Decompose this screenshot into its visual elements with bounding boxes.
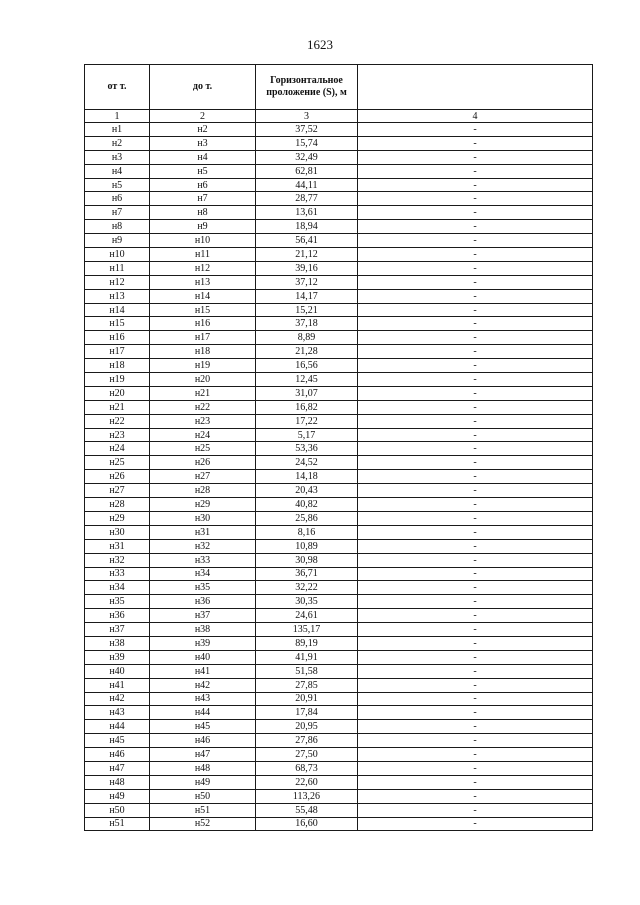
- distance-table: [84, 64, 593, 831]
- table-row: [85, 664, 593, 678]
- column-number: 1: [85, 110, 150, 123]
- cell-distance: 14,18: [256, 470, 358, 484]
- table-row: [85, 164, 593, 178]
- cell-distance: 28,77: [256, 192, 358, 206]
- cell-distance: 113,26: [256, 789, 358, 803]
- table-row: [85, 136, 593, 150]
- cell-from: н26: [85, 470, 150, 484]
- cell-to: н43: [150, 692, 256, 706]
- cell-to: н48: [150, 761, 256, 775]
- table-row: [85, 386, 593, 400]
- cell-to: н40: [150, 650, 256, 664]
- cell-to: н35: [150, 581, 256, 595]
- cell-note: -: [358, 123, 593, 137]
- table-row: [85, 609, 593, 623]
- header-to: до т.: [150, 65, 256, 110]
- header-note: [358, 65, 593, 110]
- cell-to: н27: [150, 470, 256, 484]
- cell-note: -: [358, 275, 593, 289]
- cell-from: н21: [85, 400, 150, 414]
- cell-note: -: [358, 789, 593, 803]
- cell-note: -: [358, 636, 593, 650]
- cell-to: н10: [150, 234, 256, 248]
- table-row: [85, 525, 593, 539]
- cell-distance: 44,11: [256, 178, 358, 192]
- cell-note: -: [358, 345, 593, 359]
- cell-distance: 31,07: [256, 386, 358, 400]
- cell-distance: 15,21: [256, 303, 358, 317]
- cell-to: н23: [150, 414, 256, 428]
- cell-from: н34: [85, 581, 150, 595]
- cell-note: -: [358, 511, 593, 525]
- cell-to: н18: [150, 345, 256, 359]
- cell-from: н48: [85, 775, 150, 789]
- cell-note: -: [358, 373, 593, 387]
- cell-distance: 14,17: [256, 289, 358, 303]
- table-row: [85, 289, 593, 303]
- table-row: [85, 359, 593, 373]
- table-row: [85, 775, 593, 789]
- table-row: [85, 275, 593, 289]
- cell-from: н17: [85, 345, 150, 359]
- cell-to: н25: [150, 442, 256, 456]
- table-row: [85, 511, 593, 525]
- cell-to: н2: [150, 123, 256, 137]
- cell-distance: 12,45: [256, 373, 358, 387]
- cell-distance: 55,48: [256, 803, 358, 817]
- table-row: [85, 817, 593, 831]
- cell-from: н13: [85, 289, 150, 303]
- cell-note: -: [358, 803, 593, 817]
- cell-to: н51: [150, 803, 256, 817]
- cell-distance: 20,91: [256, 692, 358, 706]
- cell-note: -: [358, 192, 593, 206]
- cell-to: н8: [150, 206, 256, 220]
- cell-to: н36: [150, 595, 256, 609]
- cell-to: н11: [150, 248, 256, 262]
- cell-from: н24: [85, 442, 150, 456]
- column-number: 2: [150, 110, 256, 123]
- cell-note: -: [358, 609, 593, 623]
- table-row: [85, 470, 593, 484]
- cell-note: -: [358, 748, 593, 762]
- cell-distance: 37,18: [256, 317, 358, 331]
- table-row: [85, 692, 593, 706]
- table-row: [85, 414, 593, 428]
- cell-to: н37: [150, 609, 256, 623]
- cell-from: н1: [85, 123, 150, 137]
- cell-distance: 21,28: [256, 345, 358, 359]
- cell-from: н20: [85, 386, 150, 400]
- cell-to: н26: [150, 456, 256, 470]
- cell-distance: 27,50: [256, 748, 358, 762]
- page-number: 1623: [307, 37, 333, 52]
- table-row: [85, 748, 593, 762]
- table-row: [85, 234, 593, 248]
- column-number: 4: [358, 110, 593, 123]
- cell-from: н7: [85, 206, 150, 220]
- cell-from: н40: [85, 664, 150, 678]
- cell-note: -: [358, 539, 593, 553]
- cell-distance: 24,61: [256, 609, 358, 623]
- cell-note: -: [358, 720, 593, 734]
- cell-to: н47: [150, 748, 256, 762]
- cell-from: н8: [85, 220, 150, 234]
- cell-from: н39: [85, 650, 150, 664]
- cell-to: н19: [150, 359, 256, 373]
- cell-to: н13: [150, 275, 256, 289]
- cell-to: н34: [150, 567, 256, 581]
- cell-note: -: [358, 692, 593, 706]
- cell-from: н38: [85, 636, 150, 650]
- cell-from: н45: [85, 734, 150, 748]
- cell-from: н31: [85, 539, 150, 553]
- table-row: [85, 220, 593, 234]
- cell-distance: 17,84: [256, 706, 358, 720]
- cell-to: н30: [150, 511, 256, 525]
- table-row: [85, 706, 593, 720]
- cell-note: -: [358, 317, 593, 331]
- cell-note: -: [358, 400, 593, 414]
- cell-note: -: [358, 734, 593, 748]
- cell-distance: 16,56: [256, 359, 358, 373]
- cell-from: н28: [85, 498, 150, 512]
- cell-note: -: [358, 331, 593, 345]
- cell-note: -: [358, 775, 593, 789]
- table-header-row: [85, 65, 593, 110]
- cell-from: н5: [85, 178, 150, 192]
- cell-from: н10: [85, 248, 150, 262]
- cell-from: н6: [85, 192, 150, 206]
- table-row: [85, 317, 593, 331]
- cell-from: н18: [85, 359, 150, 373]
- cell-from: н47: [85, 761, 150, 775]
- cell-distance: 16,82: [256, 400, 358, 414]
- cell-to: н41: [150, 664, 256, 678]
- cell-from: н36: [85, 609, 150, 623]
- cell-note: -: [358, 414, 593, 428]
- cell-to: н29: [150, 498, 256, 512]
- cell-note: -: [358, 150, 593, 164]
- cell-to: н50: [150, 789, 256, 803]
- cell-distance: 21,12: [256, 248, 358, 262]
- cell-distance: 32,49: [256, 150, 358, 164]
- cell-to: н22: [150, 400, 256, 414]
- cell-distance: 51,58: [256, 664, 358, 678]
- cell-distance: 20,95: [256, 720, 358, 734]
- column-number-row: [85, 110, 593, 123]
- cell-from: н23: [85, 428, 150, 442]
- cell-distance: 22,60: [256, 775, 358, 789]
- table-row: [85, 498, 593, 512]
- table-row: [85, 442, 593, 456]
- cell-note: -: [358, 428, 593, 442]
- cell-distance: 16,60: [256, 817, 358, 831]
- cell-from: н29: [85, 511, 150, 525]
- cell-distance: 30,98: [256, 553, 358, 567]
- table-row: [85, 192, 593, 206]
- cell-from: н43: [85, 706, 150, 720]
- cell-to: н14: [150, 289, 256, 303]
- cell-distance: 13,61: [256, 206, 358, 220]
- cell-to: н20: [150, 373, 256, 387]
- cell-note: -: [358, 581, 593, 595]
- cell-to: н31: [150, 525, 256, 539]
- cell-from: н9: [85, 234, 150, 248]
- cell-from: н49: [85, 789, 150, 803]
- cell-distance: 37,12: [256, 275, 358, 289]
- cell-note: -: [358, 248, 593, 262]
- cell-distance: 15,74: [256, 136, 358, 150]
- cell-note: -: [358, 386, 593, 400]
- table-row: [85, 178, 593, 192]
- cell-note: -: [358, 525, 593, 539]
- table-row: [85, 650, 593, 664]
- cell-from: н3: [85, 150, 150, 164]
- cell-from: н4: [85, 164, 150, 178]
- cell-note: -: [358, 206, 593, 220]
- cell-note: -: [358, 359, 593, 373]
- table-row: [85, 303, 593, 317]
- cell-from: н27: [85, 484, 150, 498]
- cell-from: н50: [85, 803, 150, 817]
- cell-from: н44: [85, 720, 150, 734]
- cell-distance: 53,36: [256, 442, 358, 456]
- cell-from: н2: [85, 136, 150, 150]
- cell-note: -: [358, 136, 593, 150]
- table-row: [85, 734, 593, 748]
- cell-to: н45: [150, 720, 256, 734]
- cell-from: н14: [85, 303, 150, 317]
- cell-to: н28: [150, 484, 256, 498]
- cell-note: -: [358, 650, 593, 664]
- table-row: [85, 400, 593, 414]
- cell-from: н22: [85, 414, 150, 428]
- cell-distance: 39,16: [256, 261, 358, 275]
- cell-from: н16: [85, 331, 150, 345]
- cell-distance: 32,22: [256, 581, 358, 595]
- cell-to: н5: [150, 164, 256, 178]
- cell-distance: 40,82: [256, 498, 358, 512]
- cell-distance: 135,17: [256, 623, 358, 637]
- cell-from: н30: [85, 525, 150, 539]
- cell-from: н25: [85, 456, 150, 470]
- table-row: [85, 248, 593, 262]
- cell-note: -: [358, 553, 593, 567]
- cell-distance: 5,17: [256, 428, 358, 442]
- cell-note: -: [358, 706, 593, 720]
- cell-to: н42: [150, 678, 256, 692]
- cell-distance: 8,16: [256, 525, 358, 539]
- header-distance: Горизонтальное проложение (S), м: [256, 65, 358, 110]
- table-row: [85, 331, 593, 345]
- cell-to: н4: [150, 150, 256, 164]
- cell-note: -: [358, 456, 593, 470]
- table-row: [85, 206, 593, 220]
- cell-from: н11: [85, 261, 150, 275]
- cell-to: н15: [150, 303, 256, 317]
- cell-distance: 8,89: [256, 331, 358, 345]
- cell-distance: 68,73: [256, 761, 358, 775]
- cell-note: -: [358, 470, 593, 484]
- cell-note: -: [358, 595, 593, 609]
- cell-note: -: [358, 289, 593, 303]
- cell-to: н24: [150, 428, 256, 442]
- cell-distance: 10,89: [256, 539, 358, 553]
- cell-distance: 89,19: [256, 636, 358, 650]
- table-row: [85, 567, 593, 581]
- table-body: [85, 110, 593, 831]
- cell-note: -: [358, 178, 593, 192]
- cell-note: -: [358, 234, 593, 248]
- cell-to: н12: [150, 261, 256, 275]
- cell-to: н52: [150, 817, 256, 831]
- table-row: [85, 636, 593, 650]
- cell-distance: 25,86: [256, 511, 358, 525]
- table-row: [85, 150, 593, 164]
- cell-note: -: [358, 623, 593, 637]
- table-row: [85, 428, 593, 442]
- table-row: [85, 456, 593, 470]
- cell-to: н6: [150, 178, 256, 192]
- cell-note: -: [358, 567, 593, 581]
- cell-note: -: [358, 261, 593, 275]
- cell-to: н7: [150, 192, 256, 206]
- cell-note: -: [358, 442, 593, 456]
- table-row: [85, 123, 593, 137]
- table-row: [85, 484, 593, 498]
- cell-note: -: [358, 164, 593, 178]
- cell-from: н15: [85, 317, 150, 331]
- table-row: [85, 261, 593, 275]
- cell-to: н3: [150, 136, 256, 150]
- cell-from: н35: [85, 595, 150, 609]
- cell-distance: 27,85: [256, 678, 358, 692]
- cell-from: н12: [85, 275, 150, 289]
- cell-distance: 30,35: [256, 595, 358, 609]
- cell-note: -: [358, 761, 593, 775]
- cell-note: -: [358, 678, 593, 692]
- cell-to: н9: [150, 220, 256, 234]
- cell-to: н38: [150, 623, 256, 637]
- cell-note: -: [358, 303, 593, 317]
- cell-from: н51: [85, 817, 150, 831]
- cell-from: н42: [85, 692, 150, 706]
- cell-to: н32: [150, 539, 256, 553]
- cell-distance: 18,94: [256, 220, 358, 234]
- cell-note: -: [358, 498, 593, 512]
- cell-distance: 41,91: [256, 650, 358, 664]
- table-row: [85, 581, 593, 595]
- cell-note: -: [358, 817, 593, 831]
- cell-distance: 56,41: [256, 234, 358, 248]
- table-row: [85, 373, 593, 387]
- cell-to: н44: [150, 706, 256, 720]
- cell-distance: 37,52: [256, 123, 358, 137]
- table-row: [85, 761, 593, 775]
- table-row: [85, 789, 593, 803]
- cell-note: -: [358, 484, 593, 498]
- cell-from: н32: [85, 553, 150, 567]
- cell-distance: 27,86: [256, 734, 358, 748]
- cell-distance: 17,22: [256, 414, 358, 428]
- cell-note: -: [358, 664, 593, 678]
- cell-from: н46: [85, 748, 150, 762]
- table-row: [85, 720, 593, 734]
- table-row: [85, 539, 593, 553]
- cell-to: н39: [150, 636, 256, 650]
- table-row: [85, 623, 593, 637]
- table-row: [85, 345, 593, 359]
- header-from: от т.: [85, 65, 150, 110]
- cell-to: н17: [150, 331, 256, 345]
- cell-from: н33: [85, 567, 150, 581]
- cell-from: н41: [85, 678, 150, 692]
- cell-note: -: [358, 220, 593, 234]
- cell-from: н19: [85, 373, 150, 387]
- cell-distance: 24,52: [256, 456, 358, 470]
- cell-distance: 20,43: [256, 484, 358, 498]
- table-row: [85, 803, 593, 817]
- cell-from: н37: [85, 623, 150, 637]
- cell-to: н21: [150, 386, 256, 400]
- table-row: [85, 595, 593, 609]
- cell-distance: 62,81: [256, 164, 358, 178]
- cell-to: н16: [150, 317, 256, 331]
- column-number: 3: [256, 110, 358, 123]
- table-row: [85, 678, 593, 692]
- cell-to: н33: [150, 553, 256, 567]
- cell-to: н46: [150, 734, 256, 748]
- table-row: [85, 553, 593, 567]
- cell-to: н49: [150, 775, 256, 789]
- cell-distance: 36,71: [256, 567, 358, 581]
